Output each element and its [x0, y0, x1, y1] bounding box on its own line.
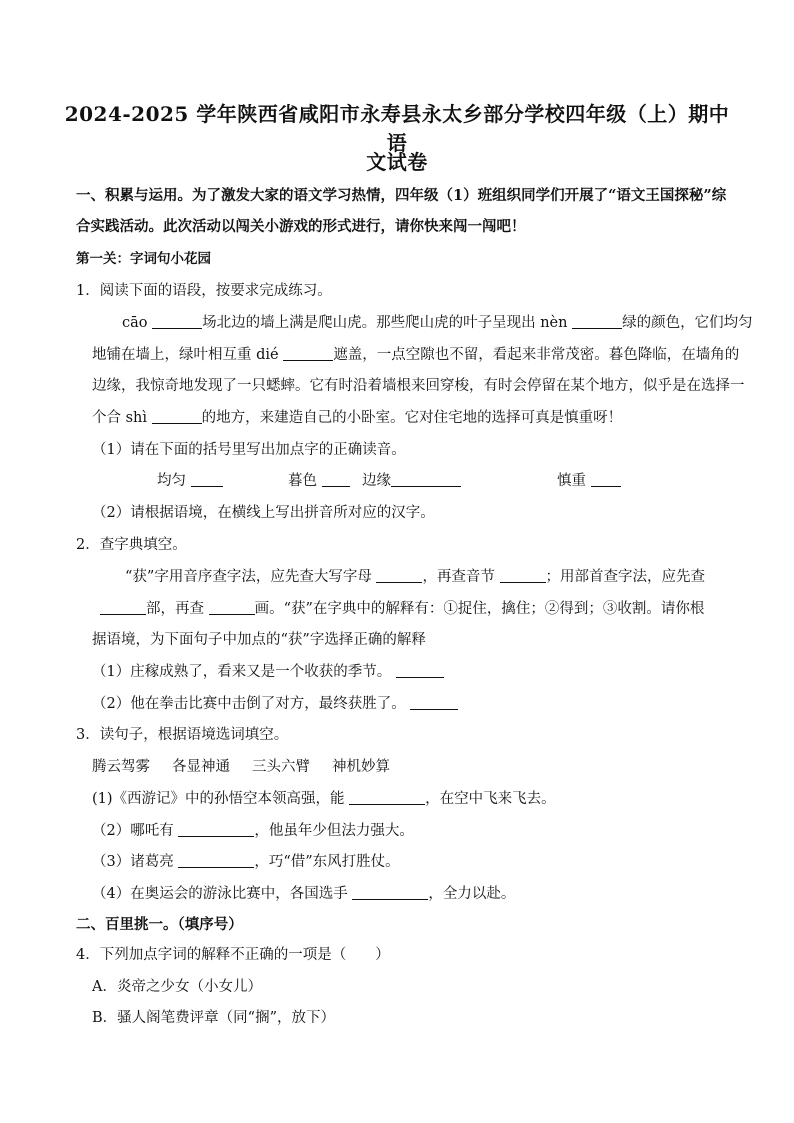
- exam-title-line1: 2024-2025 学年陕西省咸阳市永寿县永太乡部分学校四年级（上）期中语: [64, 102, 730, 155]
- q3-stem: 3．读句子，根据语境选词填空。: [76, 727, 289, 743]
- option-word-4: 神机妙算: [332, 759, 390, 775]
- option-word-1: 腾云驾雾: [92, 759, 150, 775]
- blank-shenzhong[interactable]: [591, 472, 621, 487]
- blank-syllable[interactable]: [500, 568, 546, 583]
- word-muse: 暮色: [288, 469, 350, 490]
- blank-letter[interactable]: [376, 568, 422, 583]
- section1-header-line2: 合实践活动。此次活动以闯关小游戏的形式进行，请你快来闯一闯吧！: [76, 218, 526, 235]
- blank-bianyuan[interactable]: [391, 472, 461, 487]
- blank-q3-s1[interactable]: [349, 790, 425, 805]
- section2-header: 二、百里挑一。（填序号）: [76, 916, 243, 933]
- q4-option-a: A．炎帝之少女（小女儿）: [92, 979, 262, 995]
- word-bianyuan: 边缘: [362, 469, 461, 490]
- option-word-2: 各显神通: [172, 759, 230, 775]
- word-shenzhong: 慎重: [557, 469, 621, 490]
- q4-option-b: B．骚人阁笔费评章（同“搁”，放下）: [92, 1010, 335, 1026]
- q1-paragraph-line3: 边缘，我惊奇地发现了一只蟋蟀。它有时沿着墙根来回穿梭，有时会停留在某个地方，似乎是在选择一: [92, 378, 745, 394]
- section1-header-line1: 一、积累与运用。为了激发大家的语文学习热情，四年级（1）班组织同学们开展了“语文王国探秘”综: [76, 187, 727, 204]
- blank-nen[interactable]: [572, 314, 622, 329]
- word-junyun: 均匀: [157, 469, 223, 490]
- level1-heading: 第一关：字词句小花园: [76, 251, 211, 267]
- pinyin-shi: shì: [125, 410, 148, 426]
- q1-paragraph-line1: cāo 场北边的墙上满是爬山虎。那些爬山虎的叶子呈现出 nèn 绿的颜色，它们均匀: [122, 315, 753, 331]
- blank-die[interactable]: [283, 346, 333, 361]
- blank-q2-s1[interactable]: [396, 663, 444, 678]
- q2-stem: 2．查字典填空。: [76, 537, 187, 553]
- q3-sentence3: （3）诸葛亮 ，巧“借”东风打胜仗。: [92, 854, 400, 870]
- q3-options: [92, 755, 390, 776]
- blank-q3-s2[interactable]: [178, 822, 254, 837]
- q2-sentence2: （2）他在拳击比赛中击倒了对方，最终获胜了。: [92, 692, 458, 713]
- q1-sub2: （2）请根据语境，在横线上写出拼音所对应的汉字。: [92, 505, 435, 521]
- q2-line2: 部，再查 画。“获”在字典中的解释有：①捉住，擒住；②得到；③收割。请你根: [100, 597, 704, 618]
- pinyin-die: dié: [256, 347, 279, 363]
- option-word-3: 三头六臂: [252, 759, 310, 775]
- q2-sentence1: （1）庄稼成熟了，看来又是一个收获的季节。: [92, 660, 444, 681]
- q1-stem: 1．阅读下面的语段，按要求完成练习。: [76, 283, 332, 299]
- q1-sub1: （1）请在下面的括号里写出加点字的正确读音。: [92, 442, 406, 458]
- pinyin-cao: cāo: [122, 315, 148, 331]
- q3-sentence2: （2）哪吒有 ，他虽年少但法力强大。: [92, 823, 414, 839]
- exam-title-line2: 文试卷: [366, 150, 428, 174]
- blank-q2-s2[interactable]: [410, 695, 458, 710]
- blank-q3-s3[interactable]: [178, 853, 254, 868]
- blank-q3-s4[interactable]: [352, 885, 428, 900]
- blank-radical[interactable]: [100, 600, 146, 615]
- blank-muse[interactable]: [322, 472, 350, 487]
- q1-paragraph-line4: 个合 shì 的地方，来建造自己的小卧室。它对住宅地的选择可真是慎重呀！: [92, 410, 623, 426]
- q4-stem: 4．下列加点字词的解释不正确的一项是（ ）: [76, 947, 390, 963]
- q2-line3: 据语境，为下面句子中加点的“获”字选择正确的解释: [92, 632, 426, 648]
- q1-paragraph-line2: 地铺在墙上，绿叶相互重 dié 遮盖，一点空隙也不留，看起来非常茂密。暮色降临，在墙角的: [92, 347, 740, 363]
- blank-cao[interactable]: [152, 314, 202, 329]
- q2-line1: “获”字用音序查字法，应先查大写字母 ，再查音节 ；用部首查字法，应先查: [125, 569, 706, 585]
- pinyin-nen: nèn: [540, 315, 568, 331]
- blank-strokes[interactable]: [209, 600, 255, 615]
- q3-sentence1: (1)《西游记》中的孙悟空本领高强，能 ，在空中飞来飞去。: [92, 791, 556, 807]
- blank-junyun[interactable]: [191, 472, 223, 487]
- q3-sentence4: （4）在奥运会的游泳比赛中，各国选手 ，全力以赴。: [92, 886, 516, 902]
- blank-shi[interactable]: [152, 409, 202, 424]
